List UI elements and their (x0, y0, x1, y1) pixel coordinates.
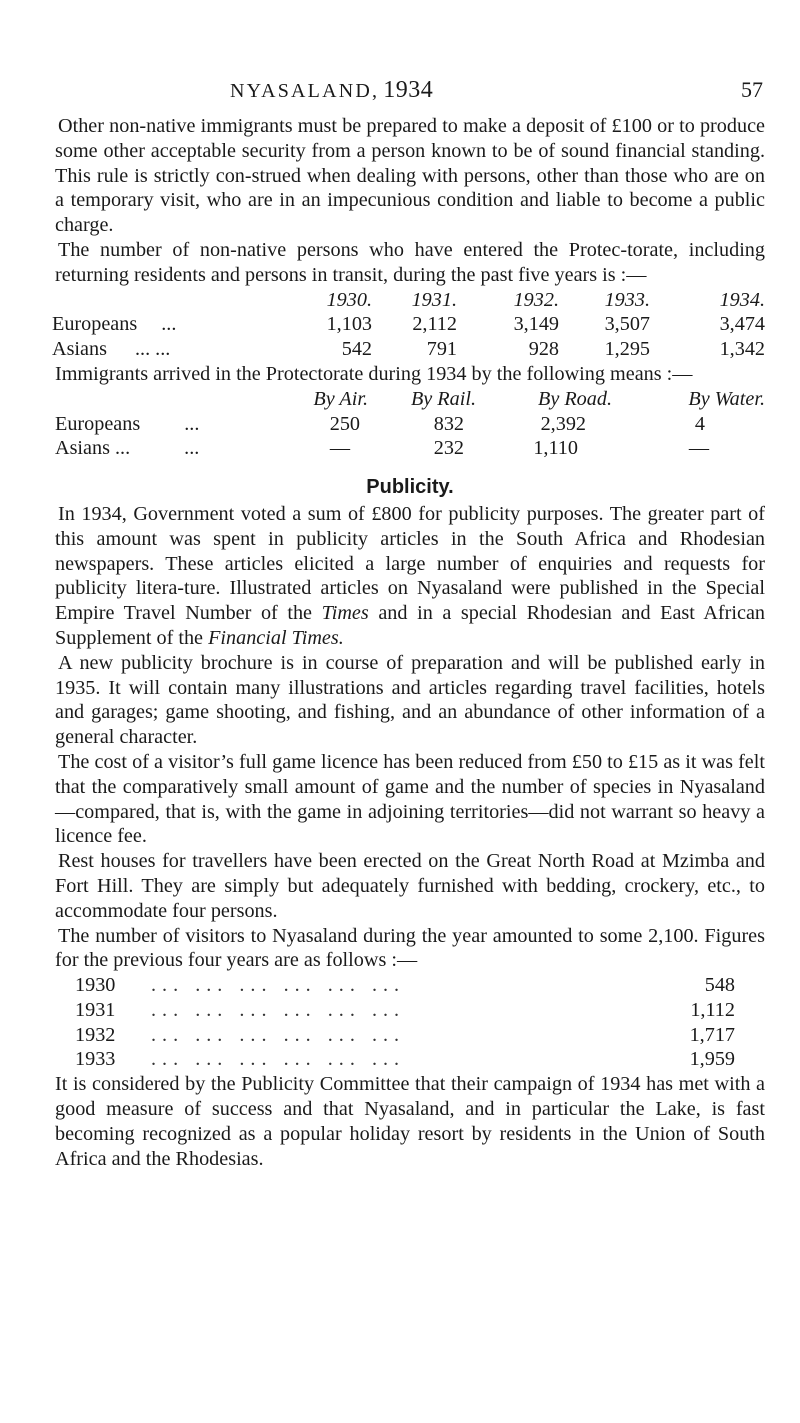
table-entries-by-means (55, 387, 765, 461)
table-row-label (55, 412, 280, 437)
table-cell: 232 (433, 437, 464, 460)
row-label-text: Europeans (52, 313, 138, 336)
row-label-text: Asians (52, 338, 107, 361)
paragraph-publicity-funds (55, 502, 765, 651)
table-row-label (52, 337, 277, 362)
table-cell: 2,112 (412, 313, 457, 336)
table-cell: 1,110 (533, 437, 578, 460)
table-cell: 250 (329, 412, 360, 435)
row-dots: ... ... (134, 338, 171, 361)
table-cell: 1,103 (326, 313, 372, 336)
table-row-label (52, 312, 277, 337)
visitor-count: 1,717 (689, 1023, 735, 1046)
visitor-year: 1930 (75, 974, 116, 997)
leader-dots: ... ... ... ... ... ... (151, 998, 406, 1021)
table-header-cell: 1934. (719, 288, 765, 311)
paragraph-deposit: Other non-native immigrants must be prepared to make a deposit of £100 or to produce some other acceptable security from a person known to be of sound financial standing. This rule is strictly con-strued when dealing with persons, other than those who are on a temporary visit, who are in an impecunious condition and liable to become a public charge. (55, 115, 765, 237)
leader-dots: ... ... ... ... ... ... (151, 974, 406, 997)
paragraph-entries-intro: The number of non-native persons who have entered the Protec-torate, including returning residents and persons in transit, during the past five years is :— (55, 238, 765, 286)
paragraph-brochure: A new publicity brochure is in course of preparation and will be published early in 1935. It will contain many illustrations and articles regarding travel facilities, hotels and garages; game shooting, and fishing, and an abundance of other information of a general character. (55, 651, 765, 749)
table-entries-by-year (52, 288, 765, 362)
paragraph-means-intro: Immigrants arrived in the Protectorate during 1934 by the following means :— (55, 362, 693, 385)
table-cell: 1,342 (719, 338, 765, 361)
row-dots: ... (184, 437, 200, 460)
page-number: 57 (741, 77, 763, 102)
paragraph-rest-houses: Rest houses for travellers have been erected on the Great North Road at Mzimba and Fort Hill. They are simply but adequately furnished with bedding, crockery, etc., to accommodate four persons. (55, 850, 765, 922)
visitor-year: 1931 (75, 998, 116, 1021)
publication-title-financial-times: Financial Times. (208, 626, 344, 649)
table-corner (55, 288, 277, 313)
visitor-count: 1,112 (690, 998, 735, 1021)
table-cell: 2,392 (540, 412, 586, 435)
table-cell: 3,149 (513, 313, 559, 336)
visitor-count: 548 (704, 974, 735, 997)
table-cell: 4 (694, 412, 705, 435)
page-body (52, 114, 766, 1171)
table-cell: 542 (341, 338, 372, 361)
leader-dots: ... ... ... ... ... ... (151, 1048, 406, 1071)
paragraph-visitors: The number of visitors to Nyasaland during the year amounted to some 2,100. Figures for the previous four years are as follows :— (55, 924, 765, 972)
table-corner (55, 387, 280, 412)
table-header-cell: By Rail. (410, 387, 476, 410)
table-header-cell: By Air. (313, 387, 368, 410)
running-title (230, 78, 433, 104)
table-cell: — (329, 437, 350, 460)
section-heading-publicity: Publicity. (366, 476, 454, 499)
running-header (0, 78, 800, 104)
table-row-label (55, 436, 280, 461)
table-header-cell: 1932. (513, 288, 559, 311)
row-label-text: Asians ... (55, 437, 131, 460)
table-header-cell: 1931. (411, 288, 457, 311)
table-cell: 3,507 (604, 313, 650, 336)
running-title-text: NYASALAND, (230, 80, 380, 102)
paragraph-text: In 1934, Government voted a sum of £800 for publicity purposes. The greater part of this amount was spent in publicity articles in the South Africa and Rhodesian newspapers. These articles elicited a large number of enquiries and requests for publicity litera-ture. Illustrated articles on Nyasaland were published in the Special Empire Travel Number of the (55, 502, 765, 625)
row-dots: ... (161, 313, 177, 336)
table-header-cell: By Road. (538, 387, 612, 410)
paragraph-text: and in a special Rhodesian and East African Supplement of the (55, 602, 766, 649)
visitor-year: 1932 (75, 1023, 116, 1046)
table-header-cell: 1930. (326, 288, 372, 311)
visitor-count: 1,959 (689, 1048, 735, 1071)
publication-title-times: Times (321, 602, 369, 625)
table-cell: 928 (528, 338, 559, 361)
table-visitors (75, 973, 765, 1072)
table-cell: 791 (426, 338, 457, 361)
table-cell: — (688, 437, 709, 460)
running-title-year: 1934 (383, 77, 434, 103)
paragraph-conclusion: It is considered by the Publicity Committee that their campaign of 1934 has met with a good measure of success and that Nyasaland, and in particular the Lake, is fast becoming recognized as a popular holiday resort by residents in the Union of South Africa and the Rhodesias. (55, 1073, 765, 1170)
table-header-cell: By Water. (688, 387, 765, 410)
table-cell: 832 (433, 412, 464, 435)
table-header-cell: 1933. (604, 288, 650, 311)
row-dots: ... (184, 412, 200, 435)
table-cell: 3,474 (719, 313, 765, 336)
row-label-text: Europeans (55, 412, 141, 435)
leader-dots: ... ... ... ... ... ... (151, 1023, 406, 1046)
visitor-year: 1933 (75, 1048, 116, 1071)
paragraph-game-licence: The cost of a visitor’s full game licence has been reduced from £50 to £15 as it was felt that the comparatively small amount of game and the number of species in Nyasaland—compared, that is, with the game in adjoining territories—did not warrant so heavy a licence fee. (55, 750, 765, 848)
table-cell: 1,295 (604, 338, 650, 361)
